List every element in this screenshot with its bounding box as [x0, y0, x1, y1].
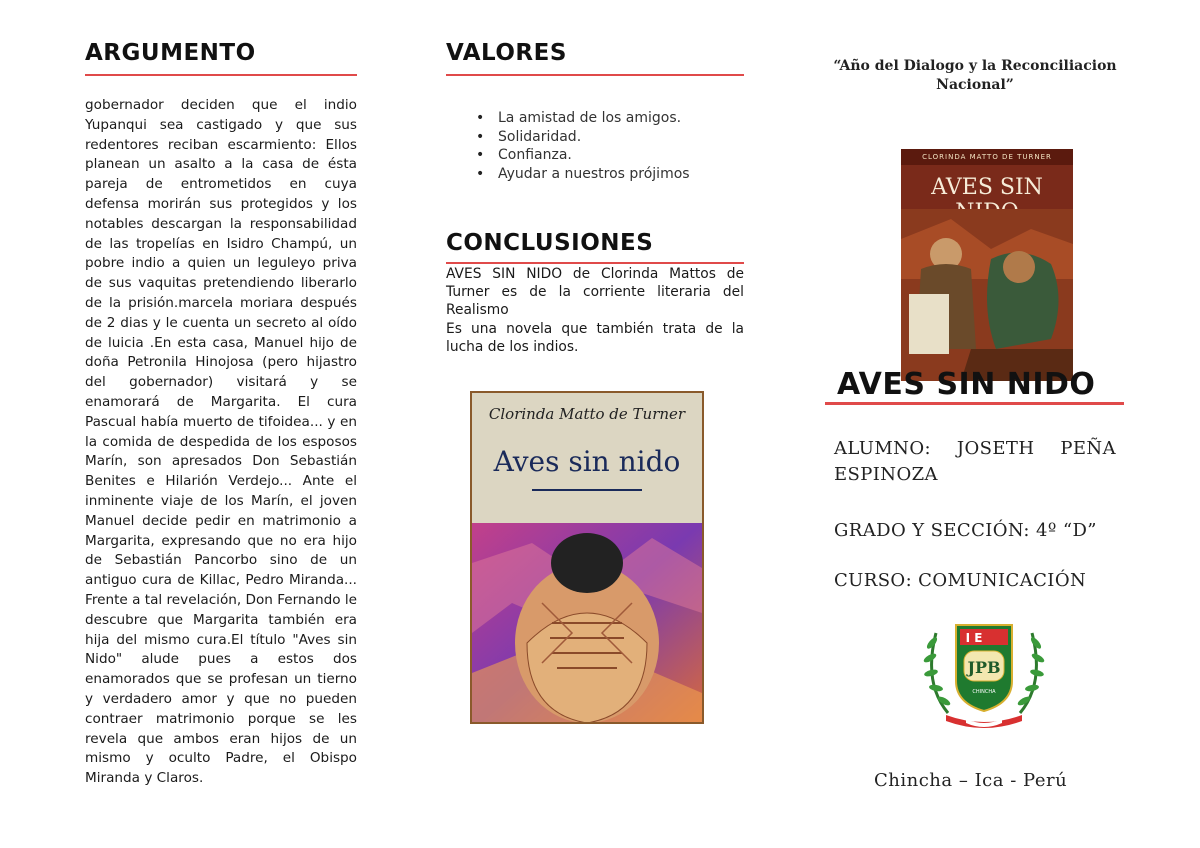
argumento-heading: ARGUMENTO: [85, 40, 256, 66]
valores-rule: [446, 74, 744, 76]
conclusiones-rule: [446, 262, 744, 264]
booklet-title: AVES SIN NIDO: [837, 367, 1096, 402]
course-name: CURSO: COMUNICACIÓN: [834, 570, 1087, 591]
list-item: • Ayudar a nuestros prójimos: [446, 165, 744, 184]
grade-section: GRADO Y SECCIÓN: 4º “D”: [834, 520, 1097, 541]
argumento-rule: [85, 74, 357, 76]
logo-letters-main: JPB: [967, 658, 1001, 677]
year-quote: “Año del Dialogo y la Reconciliacion Nacional”: [833, 58, 1117, 93]
school-logo: [918, 603, 1050, 731]
cover-artwork: [472, 523, 702, 724]
cover-flourish: [532, 489, 642, 491]
conclusiones-text-2: Es una novela que también trata de la lucha de los indios.: [446, 321, 744, 355]
cover-title: Aves sin nido: [493, 445, 681, 478]
book-cover-image: [470, 391, 704, 724]
conclusiones-text-1: AVES SIN NIDO de Clorinda Mattos de Turner es de la corriente literaria del Realismo: [446, 266, 744, 318]
valores-heading: VALORES: [446, 40, 567, 66]
cover-band: CLORINDA MATTO DE TURNER: [901, 149, 1073, 165]
cover-header: [472, 393, 702, 523]
list-item: • Confianza.: [446, 146, 744, 165]
argumento-text: gobernador deciden que el indio Yupanqui sea castigado y que sus redentores reciban escarmiento: Ellos planean un asalto a la casa de ésta pareja de entrometidos en cuya defensa morirán sus protegidos y los notables descargan la responsabilidad de las tropelías en Isidro Champú, un pobre indio a quien un leguleyo priva de sus vaquitas pretendiendo liberarlo de la prisión.marcela moriara después de 2 dias y le cuenta un secreto al oído de luicia .En esta casa, Manuel hijo de doña Petronila Hinojosa (pero hijastro del gobernador) visitará y se enamorará de Margarita. El cura Pascual había muerto de tifoidea... y en la comida de despedida de los esposos Marín, son apresados Don Sebastián Benites e Hilarión Verdejo... Ante el inminente viaje de los Marín, el joven Manuel decide pedir en matrimonio a Margarita, expresando que no era hijo de Sebastián Pancorbo sino de un antiguo cura de Killac, Pedro Miranda... Frente a tal revelación, Don Fernando le descubre que Margarita también era hija del mismo cura.El título "Aves sin Nido" alude pues a estos dos enamorados que se profesan un tierno y verdadero amor y que no pueden contraer matrimonio porque se les revela que ambos eran hijos de un mismo y oculto Padre, el Obispo Miranda y Claros.: [85, 97, 357, 787]
cover-author: Clorinda Matto de Turner: [488, 405, 686, 423]
location: Chincha – Ica - Perú: [874, 770, 1068, 791]
conclusiones-heading: CONCLUSIONES: [446, 230, 654, 256]
cover-title-2: AVES SIN: [931, 175, 1043, 200]
valores-list: [446, 109, 744, 183]
cover-artwork-2: [901, 209, 1073, 381]
student-name: ALUMNO: JOSETH PEÑA ESPINOZA: [834, 438, 1116, 485]
book-cover-image-2: [901, 149, 1073, 381]
list-item: • La amistad de los amigos.: [446, 109, 744, 128]
list-item: • Solidaridad.: [446, 128, 744, 147]
logo-letters-top: I E: [965, 631, 983, 645]
logo-letters-small: CHINCHA: [972, 689, 996, 695]
booklet-title-rule: [825, 402, 1124, 405]
